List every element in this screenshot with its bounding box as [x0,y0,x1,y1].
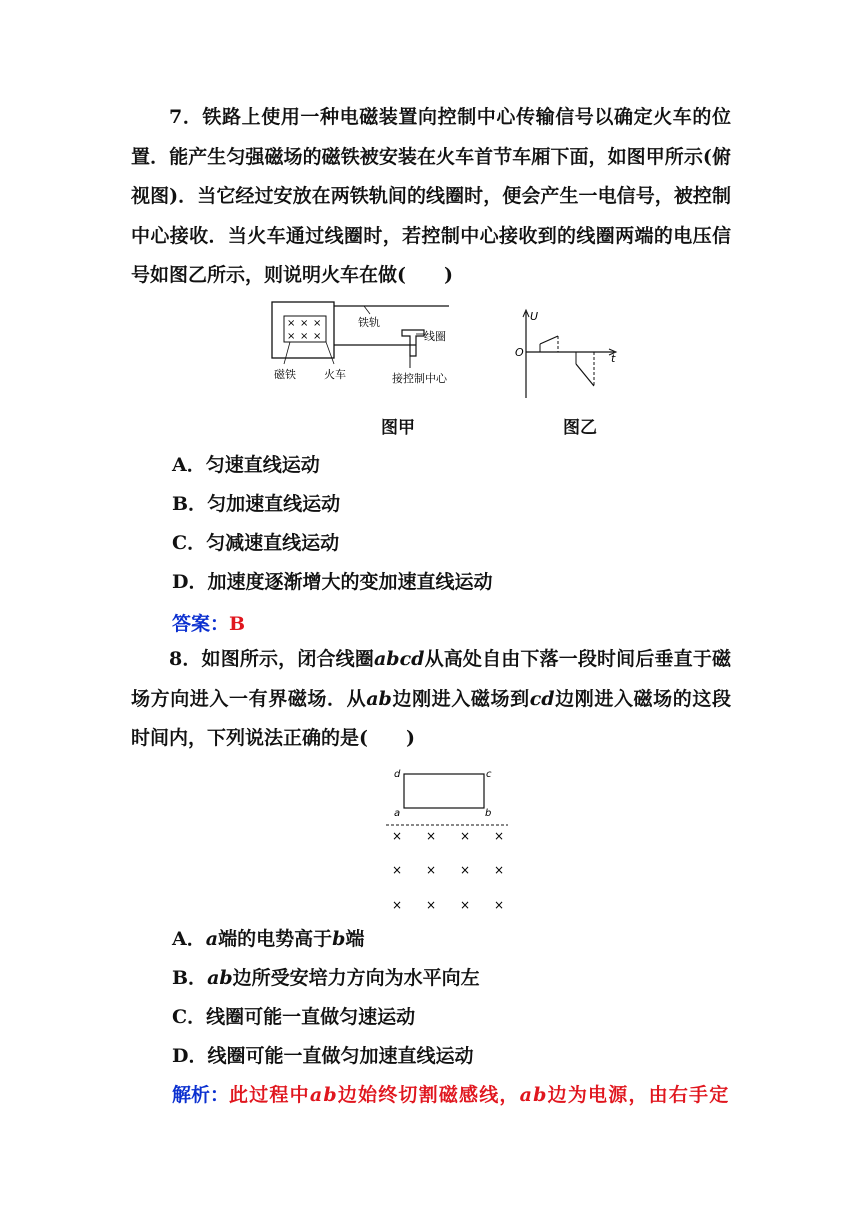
leader-line [364,306,370,314]
q8-option-c: C．线圈可能一直做匀速运动 [172,1006,416,1028]
label-o: O [515,346,524,359]
q8-analysis: 解析：此过程中ab边始终切割磁感线，ab边为电源，由右手定 [172,1084,730,1106]
svg-text:×: × [392,829,403,843]
cross-mark: × [300,331,309,342]
label-u: U [530,310,539,323]
svg-text:×: × [392,898,403,912]
signal-segment [540,336,558,344]
q7-option-b: B．匀加速直线运动 [172,493,341,515]
svg-text:×: × [460,898,471,912]
label-c: c [486,769,492,780]
q7-option-c: C．匀减速直线运动 [172,532,340,554]
svg-text:×: × [460,829,471,843]
svg-text:×: × [392,863,403,877]
question-7-text: 铁路上使用一种电磁装置向控制中心传输信号以确定火车的位置．能产生匀强磁场的磁铁被安装在火车首节车厢下面，如图甲所示(俯视图)．当它经过安放在两铁轨间的线圈时，便会产生一电信号，被控制中心接收．当火车通过线圈时，若控制中心接收到的线圈两端的电压信号如图乙所示，则说明火车在做( ) [131,106,731,286]
signal-segment [576,364,594,386]
q8-option-a: A．a端的电势高于b端 [172,928,365,950]
label-train: 火车 [324,368,346,381]
question-7-number: 7． [169,106,203,128]
label-control-center: 接控制中心 [392,372,447,385]
figure-coil-field [384,764,514,916]
svg-text:×: × [426,829,437,843]
cross-mark: × [287,318,296,329]
svg-text:×: × [494,898,505,912]
q8-option-b: B．ab边所受安培力方向为水平向左 [172,967,480,989]
svg-text:×: × [426,863,437,877]
q7-option-d: D．加速度逐渐增大的变加速直线运动 [172,571,493,593]
svg-text:×: × [494,829,505,843]
q8-option-d: D．线圈可能一直做匀加速直线运动 [172,1045,474,1067]
label-a: a [394,808,401,819]
figure-yi [510,306,622,402]
cross-mark: × [287,331,296,342]
q7-option-a: A．匀速直线运动 [172,454,320,476]
svg-text:×: × [494,863,505,877]
label-d: d [394,769,401,780]
cross-mark: × [313,318,322,329]
magnet-frame [272,302,334,358]
label-rail: 铁轨 [358,316,380,329]
label-coil: 线圈 [424,330,446,343]
question-7-stem [131,98,731,296]
label-magnet: 磁铁 [274,368,296,381]
caption-yi: 图乙 [563,418,597,438]
question-8-stem: 8．如图所示，闭合线圈abcd从高处自由下落一段时间后垂直于磁场方向进入一有界磁场．从ab边刚进入磁场到cd边刚进入磁场的这段时间内，下列说法正确的是( ) [131,648,731,749]
label-t: t [611,352,616,365]
label-b: b [485,808,492,819]
coil-abcd [404,774,484,808]
svg-text:×: × [460,863,471,877]
field-crosses [392,829,504,912]
svg-text:×: × [426,898,437,912]
q7-answer: 答案：B [172,613,246,635]
leader-line [326,342,334,364]
leader-line [284,342,290,364]
figure-jia [264,296,454,392]
caption-jia: 图甲 [381,418,415,438]
cross-mark: × [313,331,322,342]
cross-mark: × [300,318,309,329]
